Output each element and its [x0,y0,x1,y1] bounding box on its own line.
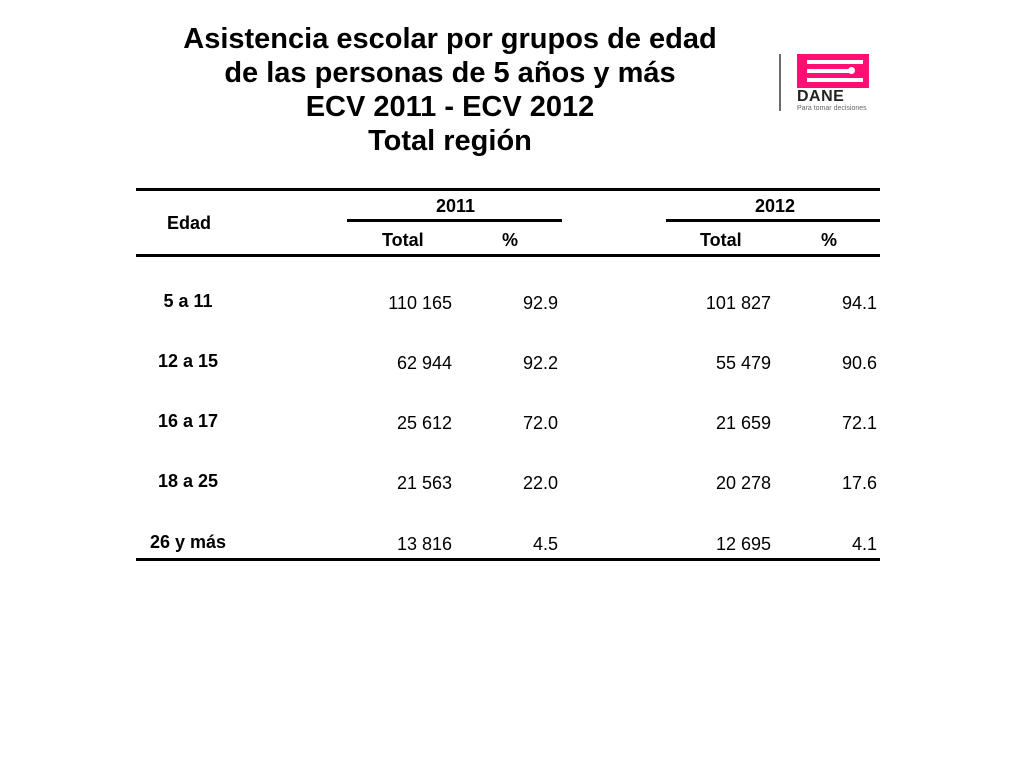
year-2011-underline [347,219,562,222]
row-age-label: 16 a 17 [157,411,219,431]
logo-separator [779,54,781,111]
row-pct-2011: 4.5 [532,534,558,554]
column-header-edad: Edad [167,213,212,233]
row-total-2012: 21 659 [715,413,771,433]
dane-logo-mark-icon [797,54,869,88]
row-age-label: 12 a 15 [157,351,219,371]
row-total-2012: 12 695 [715,534,771,554]
column-header-total-2011: Total [382,230,424,250]
column-header-total-2012: Total [700,230,742,250]
row-total-2011: 13 816 [396,534,452,554]
page-title [110,22,790,158]
logo-wordmark: DANE [797,88,845,105]
title-line-1: Asistencia escolar por grupos de edad [183,23,717,55]
title-line-4: Total región [368,125,532,157]
row-total-2011: 62 944 [396,353,452,373]
title-line-2: de las personas de 5 años y más [224,57,676,89]
row-age-label: 26 y más [149,532,227,552]
row-pct-2011: 72.0 [522,413,558,433]
row-pct-2012: 72.1 [841,413,877,433]
row-total-2011: 21 563 [396,473,452,493]
row-total-2011: 110 165 [388,293,452,313]
column-header-year-2012: 2012 [755,196,796,216]
row-pct-2012: 90.6 [841,353,877,373]
row-total-2012: 20 278 [715,473,771,493]
row-total-2012: 101 827 [705,293,771,313]
table-top-rule [136,188,880,191]
row-age-label: 18 a 25 [157,471,219,491]
row-pct-2012: 4.1 [851,534,877,554]
table-bottom-rule [136,558,880,561]
row-total-2011: 25 612 [396,413,452,433]
year-2012-underline [666,219,880,222]
row-age-label: 5 a 11 [163,291,213,311]
row-pct-2011: 92.2 [522,353,558,373]
logo-tagline: Para tomar decisiones [797,105,867,112]
dane-logo [797,54,873,113]
row-pct-2011: 22.0 [522,473,558,493]
column-header-year-2011: 2011 [436,196,476,216]
row-pct-2011: 92.9 [522,293,558,313]
title-line-3: ECV 2011 - ECV 2012 [305,91,595,123]
header-bottom-rule [136,254,880,257]
column-header-pct-2011: % [502,230,519,250]
row-pct-2012: 94.1 [841,293,877,313]
row-pct-2012: 17.6 [841,473,877,493]
column-header-pct-2012: % [821,230,838,250]
row-total-2012: 55 479 [715,353,771,373]
